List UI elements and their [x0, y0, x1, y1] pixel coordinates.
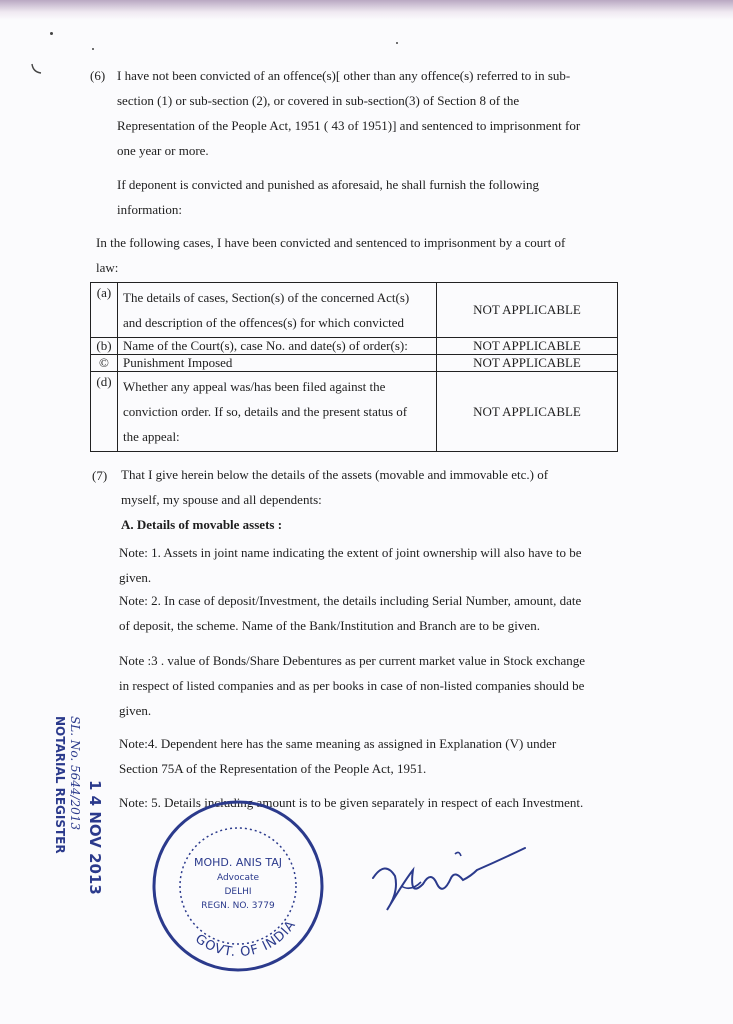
row-label: (a)	[91, 283, 118, 338]
cases-intro	[96, 230, 612, 280]
text-line: information:	[117, 202, 182, 217]
text-line: The details of cases, Section(s) of the concerned Act(s)	[123, 290, 410, 305]
text-line: of deposit, the scheme. Name of the Bank/Institution and Branch are to be given.	[119, 618, 540, 633]
text-line: one year or more.	[117, 143, 209, 158]
note-1	[119, 540, 614, 590]
seal-regn: REGN. NO. 3779	[201, 901, 275, 911]
text-line: Representation of the People Act, 1951 ( 43 of 1951)] and sentenced to imprisonment for	[117, 118, 581, 133]
conviction-table	[90, 282, 618, 452]
row-label: (d)	[91, 372, 118, 452]
text-line: In the following cases, I have been convicted and sentenced to imprisonment by a court of	[96, 235, 566, 250]
item-7-number: (7)	[92, 468, 108, 483]
table-row	[91, 372, 618, 452]
table-row	[91, 338, 618, 355]
text-line: conviction order. If so, details and the present status of	[123, 404, 408, 419]
stamp-date: 1 4 NOV 2013	[86, 780, 104, 895]
scan-speck	[396, 42, 398, 44]
text-line: Note: 5. Details including amount is to be given separately in respect of each Investment.	[119, 795, 584, 810]
text-line: the appeal:	[123, 429, 180, 444]
scan-speck	[92, 48, 94, 50]
deponent-text	[117, 172, 611, 222]
row-description: Name of the Court(s), case No. and date(s) of order(s):	[118, 338, 437, 355]
seal-inner-ring	[180, 828, 296, 944]
item-6-number: (6)	[90, 68, 106, 83]
row-value: NOT APPLICABLE	[437, 372, 618, 452]
advocate-seal	[148, 796, 328, 976]
text-line: Whether any appeal was/has been filed against the	[123, 379, 386, 394]
text-line: in respect of listed companies and as per books in case of non-listed companies should be	[119, 678, 585, 693]
seal-role: Advocate	[216, 873, 260, 883]
text-line: given.	[119, 703, 152, 718]
row-value: NOT APPLICABLE	[437, 355, 618, 372]
text-line: Note: 1. Assets in joint name indicating the extent of joint ownership will also have to be	[119, 545, 582, 560]
text-line: I have not been convicted of an offence(s)[ other than any offence(s) referred to in sub-	[117, 68, 571, 83]
table-row	[91, 355, 618, 372]
seal-outer-ring	[154, 802, 322, 970]
text-line: Note :3 . value of Bonds/Share Debentures as per current market value in Stock exchange	[119, 653, 586, 668]
row-description	[118, 372, 437, 452]
row-label: (b)	[91, 338, 118, 355]
text-line: Note: 2. In case of deposit/Investment, the details including Serial Number, amount, date	[119, 593, 582, 608]
stamp-title: NOTARIAL REGISTER	[53, 716, 67, 854]
row-value: NOT APPLICABLE	[437, 338, 618, 355]
text-line: Section 75A of the Representation of the People Act, 1951.	[119, 761, 427, 776]
seal-ring-text: GOVT. OF INDIA	[192, 917, 300, 961]
text-line: If deponent is convicted and punished as aforesaid, he shall furnish the following	[117, 177, 540, 192]
note-4	[119, 731, 614, 781]
note-2	[119, 588, 614, 638]
scan-speck	[50, 32, 53, 35]
text-line: myself, my spouse and all dependents:	[121, 492, 322, 507]
row-label: ©	[91, 355, 118, 372]
scan-mark	[30, 62, 44, 76]
text-line: Note:4. Dependent here has the same meaning as assigned in Explanation (V) under	[119, 736, 557, 751]
item-7-text	[121, 462, 614, 512]
page-top-edge	[0, 0, 733, 20]
stamp-serial: SL. No. 5644/2013	[68, 716, 82, 831]
seal-name: MOHD. ANIS TAJ	[194, 856, 282, 869]
seal-city: DELHI	[224, 887, 252, 897]
row-description: Punishment Imposed	[118, 355, 437, 372]
notarial-register-stamp	[40, 710, 110, 900]
row-value: NOT APPLICABLE	[437, 283, 618, 338]
movable-assets-heading: A. Details of movable assets :	[121, 517, 283, 532]
note-3	[119, 648, 614, 723]
text-line: and description of the offences(s) for which convicted	[123, 315, 404, 330]
text-line: law:	[96, 260, 119, 275]
row-description	[118, 283, 437, 338]
text-line: That I give herein below the details of the assets (movable and immovable etc.) of	[121, 467, 549, 482]
text-line: given.	[119, 570, 152, 585]
table-row	[91, 283, 618, 338]
item-6-text	[117, 63, 611, 163]
signature-scribble-icon	[365, 840, 535, 920]
text-line: section (1) or sub-section (2), or covered in sub-section(3) of Section 8 of the	[117, 93, 520, 108]
